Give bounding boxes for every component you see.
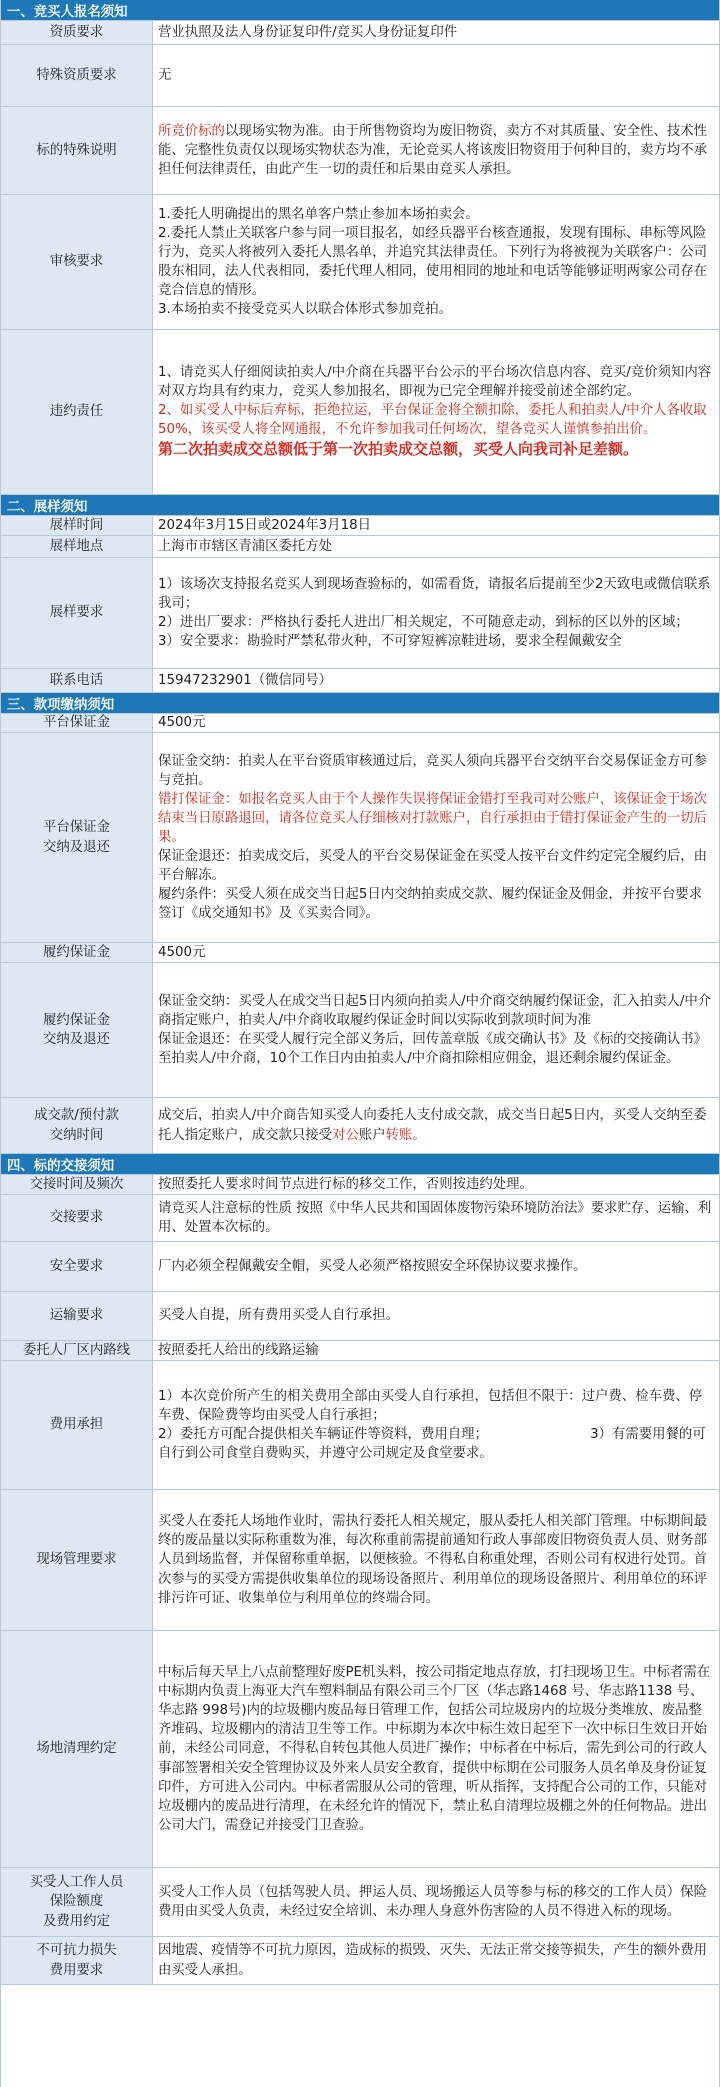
row-transaction-payment-time xyxy=(1,1098,719,1154)
section-header-payment: 三、款项缴纳须知 xyxy=(1,693,719,714)
row-label: 标的特殊说明 xyxy=(1,107,153,194)
row-value: 中标后每天早上八点前整理好废PE机头料，按公司指定地点存放，打扫现场卫生。中标者需在中标期内负责上海亚大汽车塑料制品有限公司三个厂区（华志路1468 号、华志路1138 号、华志路 998号)内的垃圾棚内废品每日管理工作，包括公司垃圾房内的垃圾分类堆放、废品整齐堆码、垃圾棚内的清洁卫生等工作。中标期为本次中标生效日起至下一次中标日生效日开始前，未经公司同意，不得私自转包其他人员进厂操作；中标者在中标后，需先到公司的行政人事部签署相关安全管理协议及外来人员安全教育，提供中标期在公司服务人员名单及身份证复印件，方可进入公司内。中标者需服从公司的管理，听从指挥，支持配合公司的工作，只能对垃圾棚内的废品进行清理，在未经允许的情况下，禁止私自清理垃圾棚之外的任何物品。进出公司大门，需登记并接受门卫查验。 xyxy=(158,1665,711,1833)
row-label: 违约责任 xyxy=(1,330,153,494)
row-value: 上海市市辖区青浦区委托方处 xyxy=(158,538,333,554)
row-review-requirements xyxy=(1,195,719,330)
row-site-management xyxy=(1,1490,719,1631)
row-value: 成交后，拍卖人/中介商告知买受人向委托人支付成交款，成交当日起5日内，买受人交纳至委托人指定账户，成交款只接受对公账户转账。 xyxy=(158,1108,707,1143)
row-label: 平台保证金 xyxy=(1,714,153,732)
red-bold-warning: 第二次拍卖成交总额低于第一次拍卖成交总额，买受人向我司补足差额。 xyxy=(158,440,639,459)
row-route-in-plant xyxy=(1,1341,719,1361)
row-liability xyxy=(1,330,719,495)
row-value: 保证金交纳：买受人在成交当日起5日内须向拍卖人/中介商交纳履约保证金，汇入拍卖人/中介商指定账户，拍卖人/中介商收取履约保证金时间以实际收到款项时间为准 保证金退还：在买受人履行完全部义务后，回传盖章版《成交确认书》及《标的交接确认书》至拍卖人/中介商，10个工作日内由拍卖人/中介商扣除相应佣金，退还剩余履约保证金。 xyxy=(158,993,712,1067)
row-label: 履约保证金 交纳及退还 xyxy=(1,963,153,1097)
row-label: 买受人工作人员 保险额度 及费用约定 xyxy=(1,1868,153,1936)
row-performance-deposit xyxy=(1,943,719,963)
row-label: 交接要求 xyxy=(1,1195,153,1241)
row-qualification xyxy=(1,21,719,45)
row-cost-bearing xyxy=(1,1361,719,1490)
row-value: 2024年3月15日或2024年3月18日 xyxy=(158,517,372,533)
row-viewing-time xyxy=(1,516,719,536)
row-value: 1.委托人明确提出的黑名单客户禁止参加本场拍卖会。 2.委托人禁止关联客户参与同一项目报名，如经兵器平台核查通报，发现有围标、串标等风险行为，竞买人将被列入委托人黑名单，并追究其法律责任。下列行为将被视为关联客户：公司股东相同，法人代表相同，委托代理人相同，使用相同的地址和电话等能够证明两家公司存在竞合信息的情形。 3.本场拍卖不接受竞买人以联合体形式参加竞拍。 xyxy=(158,206,708,318)
row-value: 1）该场次支持报名竞买人到现场查验标的，如需看货，请报名后提前至少2天致电或微信联系我司； 2）进出厂要求：严格执行委托人进出厂相关规定，不可随意走动，到标的区以外的区域； 3）安全要求：勘验时严禁私带火种，不可穿短裤凉鞋进场，要求全程佩戴安全 xyxy=(158,576,711,650)
row-site-cleanup xyxy=(1,1631,719,1868)
row-force-majeure xyxy=(1,1937,719,1985)
row-label: 资质要求 xyxy=(1,21,153,44)
row-value: 1、请竞买人仔细阅读拍卖人/中介商在兵器平台公示的平台场次信息内容、竞买/竞价须知内容对双方均具有约束力，竞买人参加报名，即视为已完全理解并接受前述全部约定。 2、如买受人中标后弃标，拒绝拉运，平台保证金将全额扣除，委托人和拍卖人/中介人各收取50%，该买受人将全网通报，不允许参加我司任何场次，望各竞买人谨慎参拍出价。 第二次拍卖成交总额低于第一次拍卖成交总额，买受人向我司补足差额。 xyxy=(153,330,719,494)
red-highlight: 转账。 xyxy=(385,1127,426,1143)
row-label: 特殊资质要求 xyxy=(1,45,153,106)
row-viewing-requirements xyxy=(1,558,719,669)
row-value: 保证金交纳：拍卖人在平台资质审核通过后，竞买人须向兵器平台交纳平台交易保证金方可参与竞拍。 错打保证金：如报名竞买人由于个人操作失误将保证金错打至我司对公账户，该保证金于场次结束当日原路退回，请各位竞买人仔细核对打款账户，自行承担由于错打保证金产生的一切后果。 保证金退还：拍卖成交后，买受人的平台交易保证金在买受人按平台文件约定完全履约后，由平台解冻。 履约条件：买受人须在成交当日起5日内交纳拍卖成交款、履约保证金及佣金，并按平台要求签订《成交通知书》及《买卖合同》。 xyxy=(153,733,719,942)
red-highlight: 对公 xyxy=(332,1127,359,1143)
row-value: 所竞价标的以现场实物为准。由于所售物资均为废旧物资，卖方不对其质量、安全性、技术性能、完整性负责仅以现场实物状态为准，无论竞买人将该废旧物资用于何种目的，卖方均不承担任何法律责任，由此产生一切的责任和后果由竞买人承担。 xyxy=(158,123,708,178)
red-warning: 错打保证金：如报名竞买人由于个人操作失误将保证金错打至我司对公账户，该保证金于场次结束当日原路退回，请各位竞买人仔细核对打款账户，自行承担由于错打保证金产生的一切后果。 xyxy=(158,791,708,845)
row-label: 费用承担 xyxy=(1,1361,153,1489)
row-special-qualification xyxy=(1,45,719,107)
row-viewing-location xyxy=(1,536,719,558)
row-label: 不可抗力损失 费用要求 xyxy=(1,1937,153,1984)
row-handover-requirements xyxy=(1,1195,719,1242)
row-label: 联系电话 xyxy=(1,669,153,692)
row-label: 成交款/预付款 交纳时间 xyxy=(1,1098,153,1153)
row-safety-requirements xyxy=(1,1242,719,1292)
row-value: 买受人在委托人场地作业时，需执行委托人相关规定，服从委托人相关部门管理。中标期间最终的废品量以实际称重数为准，每次称重前需提前通知行政人事部废旧物资负责人员、财务部人员到场监督，并保留称重单据，以便核验。不得私自称重处理，否则公司有权进行处罚。首次参与的买受方需提供收集单位的现场设备照片、利用单位的现场设备照片、利用单位的环评排污许可证、收集单位与利用单位的终端合同。 xyxy=(158,1514,708,1606)
row-label: 审核要求 xyxy=(1,195,153,329)
red-highlight: 所竞价标的 xyxy=(158,123,225,139)
row-value: 买受人工作人员（包括驾驶人员、押运人员、现场搬运人员等参与标的移交的工作人员）保险费用由买受人负责，未经过安全培训、未办理人身意外伤害险的人员不得进入标的现场。 xyxy=(158,1884,708,1919)
row-transport-requirements xyxy=(1,1292,719,1341)
row-label: 交接时间及频次 xyxy=(1,1175,153,1194)
row-value: 4500元 xyxy=(158,944,206,960)
section-header-viewing: 二、展样须知 xyxy=(1,495,719,516)
row-label: 履约保证金 xyxy=(1,943,153,962)
row-value: 无 xyxy=(158,67,172,83)
row-handover-time xyxy=(1,1175,719,1195)
row-value: 营业执照及法人身份证复印件/竞买人身份证复印件 xyxy=(158,24,458,40)
row-value: 4500元 xyxy=(158,715,206,731)
section-header-handover: 四、标的交接须知 xyxy=(1,1154,719,1175)
row-worker-insurance xyxy=(1,1868,719,1937)
section-header-registration: 一、竞买人报名须知 xyxy=(1,0,719,21)
row-contact-phone xyxy=(1,669,719,693)
row-label: 展样地点 xyxy=(1,536,153,557)
row-label: 展样要求 xyxy=(1,558,153,668)
row-label: 展样时间 xyxy=(1,516,153,535)
row-label: 场地清理约定 xyxy=(1,1631,153,1867)
row-label: 现场管理要求 xyxy=(1,1490,153,1630)
row-performance-deposit-payment-refund xyxy=(1,963,719,1098)
row-platform-deposit-payment-refund xyxy=(1,733,719,943)
row-label: 平台保证金 交纳及退还 xyxy=(1,733,153,942)
row-label: 安全要求 xyxy=(1,1242,153,1291)
row-value: 请竞买人注意标的性质 按照《中华人民共和国固体废物污染环境防治法》要求贮存、运输、利用、处置本次标的。 xyxy=(158,1200,712,1235)
row-value: 15947232901（微信同号） xyxy=(158,672,333,688)
row-value: 1）本次竞价所产生的相关费用全部由买受人自行承担，包括但不限于：过户费、检车费、停车费、保险费等均由买受人自行承担； 2）委托方可配合提供相关车辆证件等资料，费用自理； 3）有需要用餐的可自行到公司食堂自费购买，并遵守公司规定及食堂要求。 xyxy=(158,1388,706,1462)
row-value: 买受人自提，所有费用买受人自行承担。 xyxy=(158,1308,400,1324)
row-label: 委托人厂区内路线 xyxy=(1,1341,153,1360)
row-platform-deposit xyxy=(1,714,719,733)
red-warning: 2、如买受人中标后弃标，拒绝拉运，平台保证金将全额扣除，委托人和拍卖人/中介人各收取50%，该买受人将全网通报，不允许参加我司任何场次，望各竞买人谨慎参拍出价。 xyxy=(158,403,707,438)
row-item-special-notes xyxy=(1,107,719,195)
row-label: 运输要求 xyxy=(1,1292,153,1340)
row-value: 因地震、疫情等不可抗力原因，造成标的损毁、灭失、无法正常交接等损失，产生的额外费用由买受人承担。 xyxy=(158,1943,708,1978)
row-value: 按照委托人给出的线路运输 xyxy=(158,1342,319,1358)
row-value: 厂内必须全程佩戴安全帽，买受人必须严格按照安全环保协议要求操作。 xyxy=(158,1258,587,1274)
row-value: 按照委托人要求时间节点进行标的移交工作，否则按违约处理。 xyxy=(158,1176,533,1192)
